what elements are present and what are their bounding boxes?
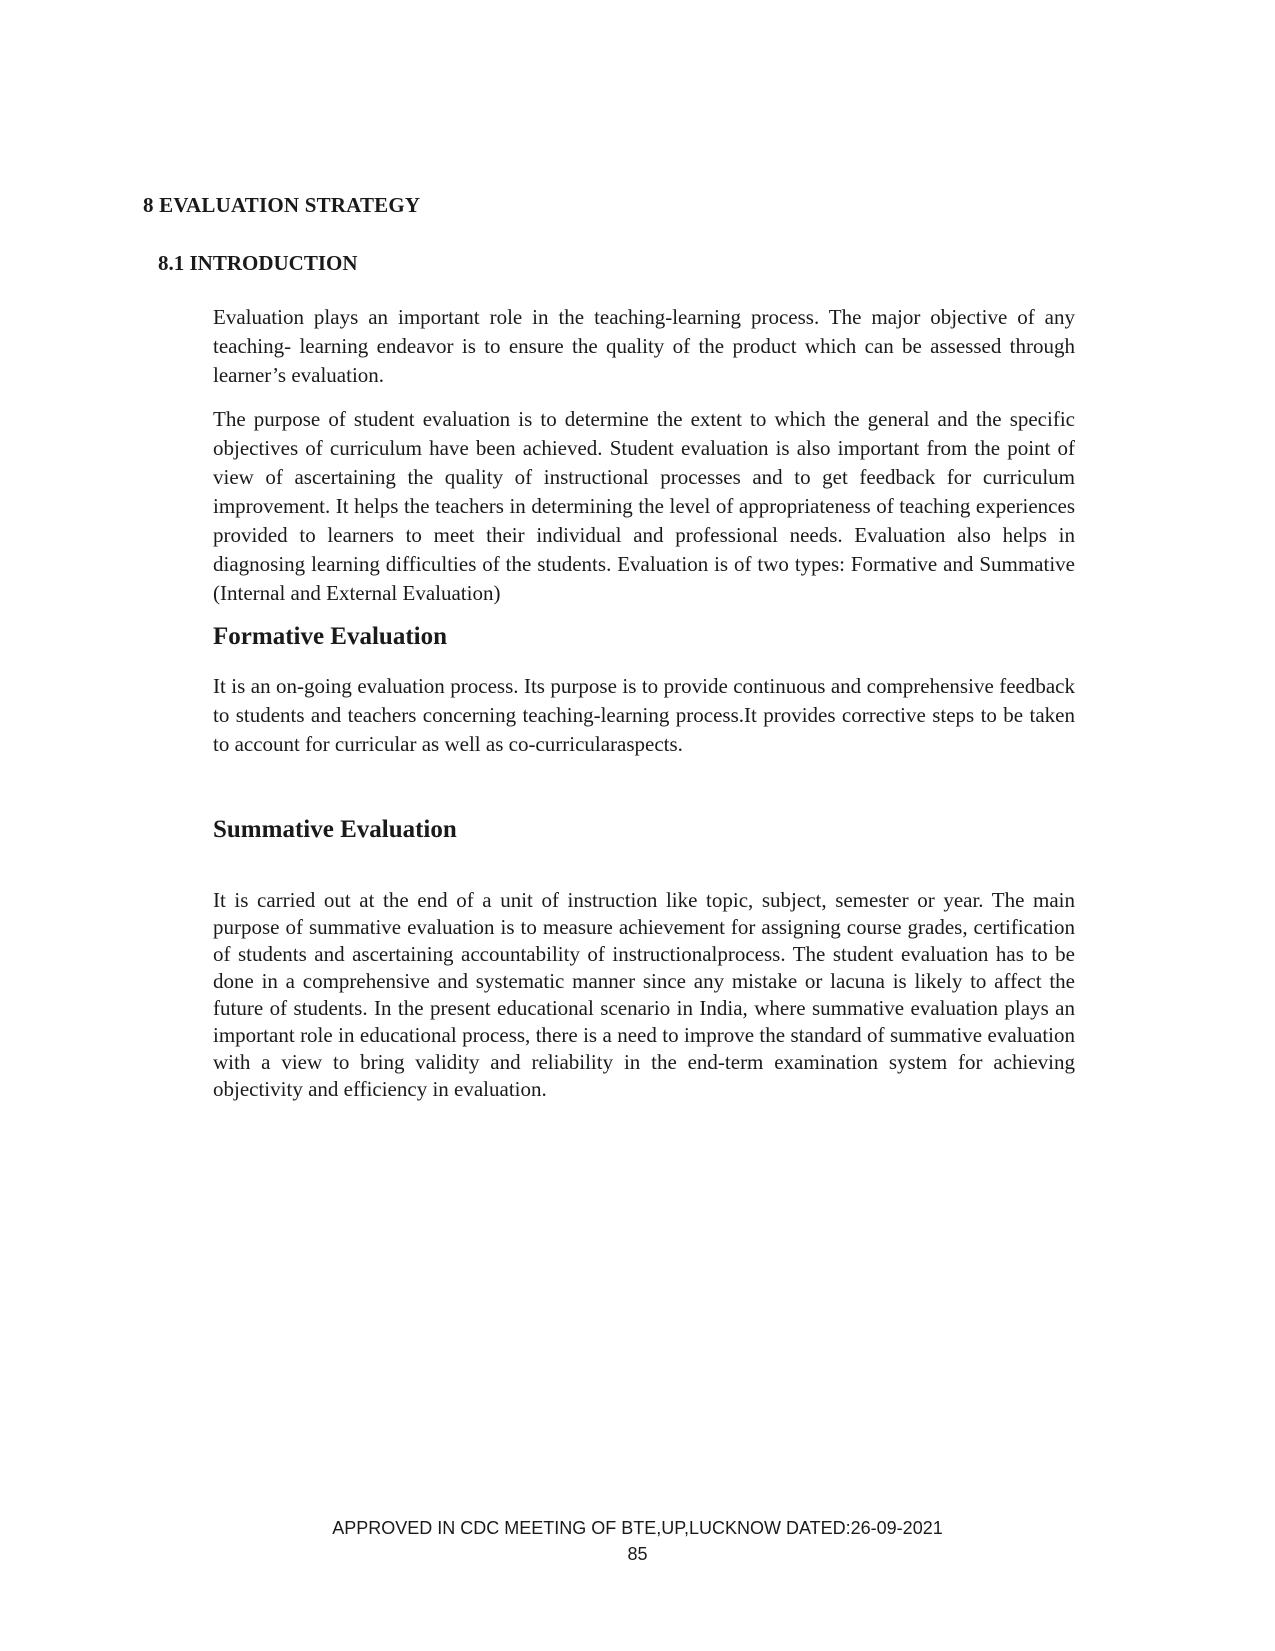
formative-evaluation-text: It is an on-going evaluation process. Its purpose is to provide continuous and comprehensive feedback to students and teachers concerning teaching-learning process.It provides corrective steps to be taken to account for curricular as well as co-curricularaspects. — [213, 674, 1075, 756]
summative-evaluation-text: It is carried out at the end of a unit of instruction like topic, subject, semester or year. The main purpose of summative evaluation is to measure achievement for assigning course grades, certification of students and ascertaining accountability of instructionalprocess. The student evaluation has to be done in a comprehensive and systematic manner since any mistake or lacuna is likely to affect the future of students. In the present educational scenario in India, where summative evaluation plays an important role in educational process, there is a need to improve the standard of summative evaluation with a view to bring validity and reliability in the end-term examination system for achieving objectivity and efficiency in evaluation. — [213, 888, 1075, 1101]
intro-paragraph-2: The purpose of student evaluation is to determine the extent to which the general and the specific objectives of curriculum have been achieved. Student evaluation is also important from the point of view of ascertaining the quality of instructional processes and to get feedback for curriculum improvement. It helps the teachers in determining the level of appropriateness of teaching experiences provided to learners to meet their individual and professional needs. Evaluation also helps in diagnosing learning difficulties of the students. Evaluation is of two types: Formative and Summative (Internal and External Evaluation) — [213, 407, 1075, 605]
section-title: 8.1 INTRODUCTION — [158, 251, 358, 275]
footer-approval-note: APPROVED IN CDC MEETING OF BTE,UP,LUCKNOW DATED:26-09-2021 — [332, 1518, 943, 1538]
formative-evaluation-heading: Formative Evaluation — [213, 623, 448, 650]
intro-paragraph-1: Evaluation plays an important role in the teaching-learning process. The major objective of any teaching- learning endeavor is to ensure the quality of the product which can be assessed through learner’s evaluation. — [213, 305, 1075, 387]
page-number: 85 — [627, 1544, 648, 1564]
chapter-title: 8 EVALUATION STRATEGY — [143, 193, 421, 217]
summative-evaluation-heading: Summative Evaluation — [213, 816, 457, 843]
